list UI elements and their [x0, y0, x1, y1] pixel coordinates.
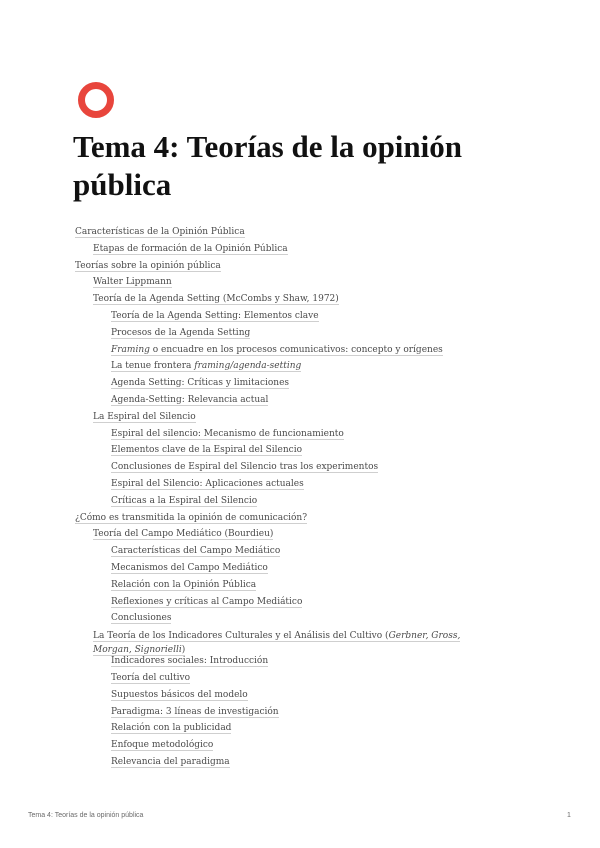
toc-link-text: Gerbner, Gross, Morgan, Signorielli	[93, 631, 461, 656]
toc-link[interactable]	[93, 277, 172, 288]
toc-link-text: Enfoque metodológico	[111, 740, 214, 751]
toc-link-text: Teorías sobre la opinión pública	[75, 260, 221, 271]
toc-link[interactable]	[111, 563, 268, 574]
toc-item	[75, 579, 485, 596]
toc-link[interactable]	[111, 597, 302, 608]
toc-item	[75, 394, 485, 411]
toc-link[interactable]	[111, 328, 250, 339]
toc-link[interactable]	[111, 445, 302, 456]
toc-item	[75, 562, 485, 579]
toc-item	[75, 528, 485, 545]
toc-link-text: Conclusiones de Espiral del Silencio tras los experimentos	[111, 462, 379, 473]
toc-link-text: Mecanismos del Campo Mediático	[111, 562, 268, 573]
toc-item	[75, 722, 485, 739]
toc-item	[75, 243, 485, 260]
toc-link-text: Indicadores sociales: Introducción	[111, 656, 269, 667]
page-number: 1	[567, 812, 571, 819]
toc-item	[75, 478, 485, 495]
toc-link[interactable]	[111, 613, 171, 624]
red-ring-icon	[77, 81, 115, 119]
toc-link[interactable]	[75, 261, 221, 272]
toc-item	[75, 260, 485, 277]
toc-item	[75, 327, 485, 344]
toc-link-text: Paradigma: 3 líneas de investigación	[111, 706, 279, 717]
toc-link-text: Agenda Setting: Críticas y limitaciones	[111, 378, 290, 389]
toc-item	[75, 293, 485, 310]
toc-item	[75, 377, 485, 394]
toc-link[interactable]	[93, 529, 273, 540]
toc-link-text: Etapas de formación de la Opinión Pública	[93, 243, 288, 254]
toc-item	[75, 495, 485, 512]
toc-item	[75, 596, 485, 613]
toc-link[interactable]	[75, 513, 307, 524]
toc-link[interactable]	[93, 244, 288, 255]
toc-link-text: Características de la Opinión Pública	[75, 227, 245, 237]
toc-item	[75, 706, 485, 723]
toc-item	[75, 444, 485, 461]
page-title: Tema 4: Teorías de la opinión pública	[73, 129, 463, 202]
toc-item	[75, 739, 485, 756]
toc-item	[75, 461, 485, 478]
toc-link-text: Elementos clave de la Espiral del Silencio	[111, 445, 302, 456]
toc-link[interactable]	[111, 656, 268, 667]
toc-item	[75, 689, 485, 706]
toc-link-text: La Teoría de los Indicadores Culturales y el Análisis del Cultivo (	[93, 631, 389, 642]
toc-link[interactable]	[111, 395, 268, 406]
toc-item	[75, 756, 485, 773]
toc-item	[75, 360, 485, 377]
toc-link[interactable]	[111, 361, 301, 372]
toc-item	[75, 344, 485, 361]
toc-link-text: Supuestos básicos del modelo	[111, 689, 248, 700]
toc-link[interactable]	[111, 707, 279, 718]
toc-link-text: Conclusiones	[111, 613, 172, 624]
toc-link-text: Agenda-Setting: Relevancia actual	[111, 394, 269, 405]
toc-link[interactable]	[111, 429, 344, 440]
toc-link-text: Reflexiones y críticas al Campo Mediático	[111, 596, 303, 607]
toc-link-text: o encuadre en los procesos comunicativos: concepto y orígenes	[149, 344, 443, 355]
toc-link-text: Características del Campo Mediático	[111, 546, 281, 557]
toc-link-text: Teoría del cultivo	[111, 672, 190, 683]
toc-link-text: Walter Lippmann	[93, 277, 172, 288]
toc-item	[75, 655, 485, 672]
toc-link[interactable]	[111, 345, 443, 356]
toc-link-text: Teoría de la Agenda Setting (McCombs y Shaw, 1972)	[93, 294, 339, 305]
toc-link[interactable]	[111, 690, 248, 701]
toc-link-text: Espiral del silencio: Mecanismo de funcionamiento	[111, 428, 344, 439]
toc-link[interactable]	[75, 227, 245, 238]
toc-link[interactable]	[111, 311, 319, 322]
toc-link-text: La Espiral del Silencio	[93, 411, 196, 422]
toc-link[interactable]	[111, 378, 289, 389]
toc-link-text: Críticas a la Espiral del Silencio	[111, 495, 258, 506]
toc-link-text: La tenue frontera	[111, 361, 195, 372]
toc-item	[75, 428, 485, 445]
toc-link[interactable]	[111, 479, 304, 490]
table-of-contents	[75, 226, 485, 773]
toc-link-text: )	[181, 645, 186, 656]
toc-link-text: Relevancia del paradigma	[111, 756, 230, 767]
toc-link-text: Espiral del Silencio: Aplicaciones actuales	[111, 478, 304, 489]
toc-link[interactable]	[111, 580, 256, 591]
toc-link-text: Framing	[111, 344, 150, 355]
toc-link[interactable]	[111, 723, 231, 734]
toc-link[interactable]	[111, 740, 213, 751]
toc-link[interactable]	[93, 631, 460, 656]
toc-item	[75, 612, 485, 629]
toc-link[interactable]	[111, 496, 257, 507]
toc-link[interactable]	[111, 462, 378, 473]
toc-link[interactable]	[111, 757, 230, 768]
toc-item	[75, 512, 485, 529]
toc-link[interactable]	[93, 412, 196, 423]
toc-link-text: Procesos de la Agenda Setting	[111, 327, 251, 338]
footer-title: Tema 4: Teorías de la opinión pública	[28, 812, 144, 819]
toc-link-text: ¿Cómo es transmitida la opinión de comunicación?	[75, 512, 308, 523]
toc-link[interactable]	[111, 673, 190, 684]
toc-item	[75, 672, 485, 689]
toc-link-text: Relación con la Opinión Pública	[111, 579, 257, 590]
toc-item	[75, 276, 485, 293]
toc-link-text: Teoría del Campo Mediático (Bourdieu)	[93, 529, 274, 540]
toc-item	[75, 545, 485, 562]
toc-item	[75, 226, 485, 243]
toc-item	[75, 629, 485, 655]
toc-link-text: framing/agenda-setting	[194, 361, 302, 372]
toc-link[interactable]	[111, 546, 280, 557]
toc-item	[75, 310, 485, 327]
toc-link[interactable]	[93, 294, 339, 305]
toc-item	[75, 411, 485, 428]
toc-link-text: Teoría de la Agenda Setting: Elementos clave	[111, 310, 319, 321]
toc-link-text: Relación con la publicidad	[111, 723, 232, 734]
